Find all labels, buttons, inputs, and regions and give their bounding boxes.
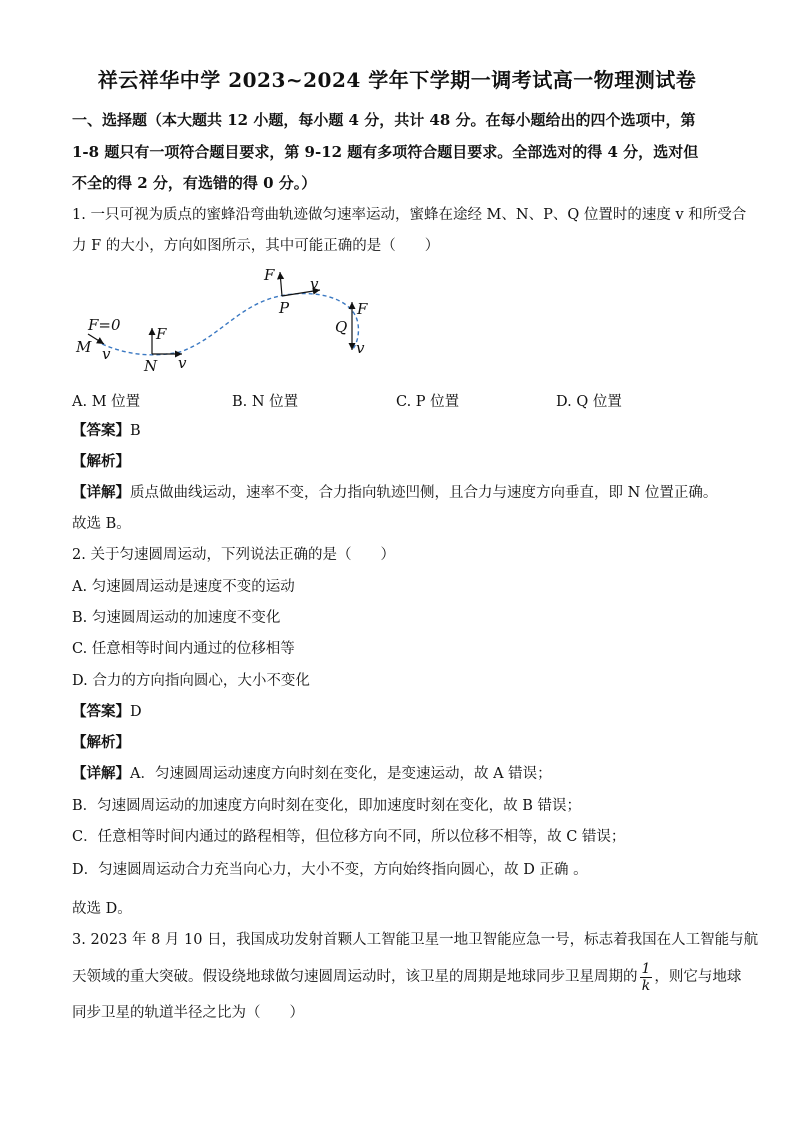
q2-option-b: B. 匀速圆周运动的加速度不变化 <box>72 610 281 626</box>
label-f-n: F <box>156 325 167 343</box>
section-instructions-line-1: 一、选择题（本大题共 12 小题，每小题 4 分，共计 48 分。在每小题给出的四个选项中，第 <box>72 111 696 129</box>
q1-stem-line-2: 力 F 的大小，方向如图所示，其中可能正确的是（ ） <box>72 238 440 254</box>
label-v-q: v <box>356 339 365 357</box>
q1-stem-line-1: 1. 一只可视为质点的蜜蜂沿弯曲轨迹做匀速率运动，蜜蜂在途经 M、N、P、Q 位置时的速度 v 和所受合 <box>72 207 747 223</box>
section-instructions-line-3: 不全的得 2 分，有选错的得 0 分。） <box>72 174 317 192</box>
fraction-denominator: k <box>641 977 651 994</box>
q1-answer <box>72 421 732 441</box>
answer-value: B <box>130 423 141 439</box>
analysis-tag: 【解析】 <box>72 453 130 470</box>
q2-detail-b: B．匀速圆周运动的加速度方向时刻在变化，即加速度时刻在变化，故 B 错误； <box>72 798 582 814</box>
q2-detail-a <box>72 764 732 784</box>
answer-tag: 【答案】 <box>72 703 130 720</box>
label-p: P <box>279 299 290 317</box>
section-instructions-line-2: 1-8 题只有一项符合题目要求，第 9-12 题有多项符合题目要求。全部选对的得 4 分，选对但 <box>72 143 699 161</box>
q2-conclusion: 故选 D。 <box>72 901 132 917</box>
q1-option-b: B. N 位置 <box>232 394 299 410</box>
q2-stem: 2. 关于匀速圆周运动，下列说法正确的是（ ） <box>72 547 395 563</box>
label-n: N <box>144 357 158 375</box>
q2-detail-d: D．匀速圆周运动合力充当向心力，大小不变，方向始终指向圆心，故 D 正确 。 <box>72 862 588 878</box>
q1-option-a: A. M 位置 <box>72 394 141 410</box>
q3-stem-line-1: 3. 2023 年 8 月 10 日，我国成功发射首颗人工智能卫星一地卫智能应急一号，标志着我国在人工智能与航 <box>72 932 759 948</box>
detail-tag: 【详解】 <box>72 765 130 782</box>
force-arrow-p <box>280 272 282 296</box>
label-f-q: F <box>357 300 368 318</box>
q2-option-a: A. 匀速圆周运动是速度不变的运动 <box>72 579 295 595</box>
q3-stem-line-3: 同步卫星的轨道半径之比为（ ） <box>72 1005 304 1021</box>
answer-value: D <box>130 704 142 720</box>
label-v-m: v <box>102 345 111 363</box>
page-title: 祥云祥华中学 2023~2024 学年下学期一调考试高一物理测试卷 <box>97 68 697 92</box>
q1-trajectory-figure <box>70 262 390 382</box>
q2-option-d: D. 合力的方向指向圆心，大小不变化 <box>72 673 310 689</box>
label-m: M <box>76 338 92 356</box>
label-f-p: F <box>264 266 275 284</box>
q1-option-c: C. P 位置 <box>396 394 460 410</box>
analysis-tag: 【解析】 <box>72 734 130 751</box>
q2-option-c: C. 任意相等时间内通过的位移相等 <box>72 641 295 657</box>
q1-detail <box>72 483 732 503</box>
q2-analysis-heading <box>72 733 732 753</box>
label-f-zero: F=0 <box>88 316 121 334</box>
detail-text: 质点做曲线运动，速率不变，合力指向轨迹凹侧，且合力与速度方向垂直，即 N 位置正确。 <box>130 485 718 501</box>
trajectory-curve <box>102 294 358 355</box>
q2-answer <box>72 702 732 722</box>
q3-stem-line-2-post: ，则它与地球 <box>654 969 742 985</box>
label-v-n: v <box>178 354 187 372</box>
q1-analysis-heading <box>72 452 732 472</box>
answer-tag: 【答案】 <box>72 422 130 439</box>
q1-option-d: D. Q 位置 <box>556 394 622 410</box>
q2-detail-c: C．任意相等时间内通过的路程相等，但位移方向不同，所以位移不相等，故 C 错误； <box>72 829 626 845</box>
detail-text: A．匀速圆周运动速度方向时刻在变化，是变速运动，故 A 错误； <box>130 766 552 782</box>
q3-fraction <box>640 961 653 994</box>
q1-conclusion: 故选 B。 <box>72 516 131 532</box>
label-v-p: v <box>310 275 319 293</box>
fraction-numerator: 1 <box>641 960 651 977</box>
q3-stem-line-2 <box>72 958 742 996</box>
label-q: Q <box>335 318 348 336</box>
q3-stem-line-2-pre: 天领域的重大突破。假设绕地球做匀速圆周运动时，该卫星的周期是地球同步卫星周期的 <box>72 969 638 985</box>
detail-tag: 【详解】 <box>72 484 130 501</box>
